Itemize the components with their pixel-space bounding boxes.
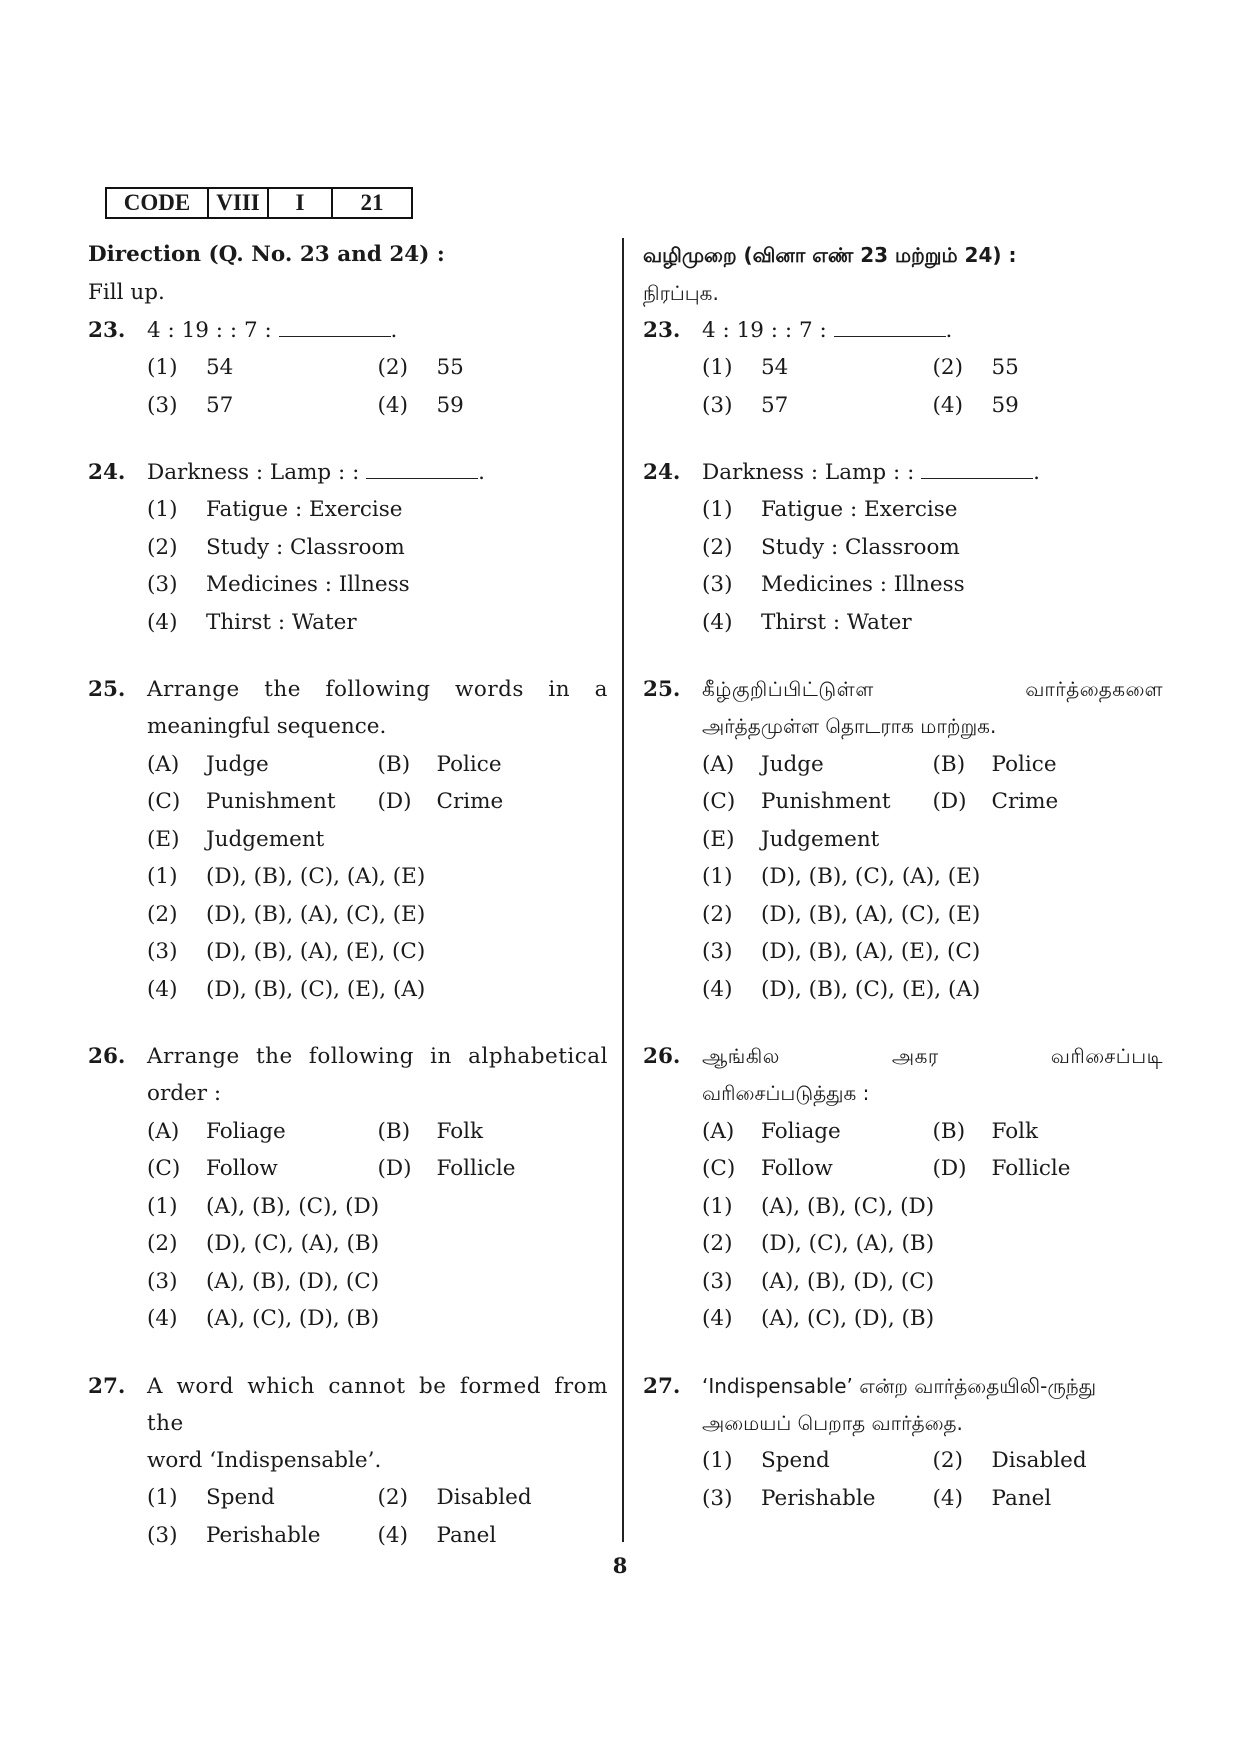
item: (A) Judge bbox=[702, 751, 824, 777]
item: (A) Foliage bbox=[147, 1118, 286, 1144]
question-text-cont: meaningful sequence. bbox=[147, 714, 387, 739]
option: (1) 54 bbox=[147, 355, 234, 380]
english-column bbox=[88, 236, 608, 1554]
tamil-column bbox=[643, 236, 1163, 1517]
question-text: ஆங்கில அகர வரிசைப்படி bbox=[702, 1044, 1163, 1068]
instruction: Fill up. bbox=[88, 280, 165, 305]
item: (C) Follow bbox=[702, 1156, 833, 1181]
option: (4) Thirst : Water bbox=[147, 609, 357, 635]
question-text: 4 : 19 : : 7 : . bbox=[702, 318, 953, 343]
option: (2) Disabled bbox=[932, 1448, 1087, 1473]
question-text-cont: வரிசைப்படுத்துக : bbox=[702, 1081, 870, 1105]
option: (2) 55 bbox=[932, 355, 1019, 380]
question-27 bbox=[88, 1368, 608, 1555]
item: (C) Punishment bbox=[702, 789, 891, 814]
option: (4) (A), (C), (D), (B) bbox=[702, 1306, 935, 1331]
option: (2) (D), (C), (A), (B) bbox=[702, 1231, 935, 1256]
option: (3) Medicines : Illness bbox=[147, 572, 410, 597]
question-number: 24. bbox=[643, 460, 681, 485]
option: (3) Medicines : Illness bbox=[702, 572, 965, 597]
option: (4) (D), (B), (C), (E), (A) bbox=[702, 976, 981, 1002]
question-text: 4 : 19 : : 7 : . bbox=[147, 318, 398, 343]
option: (3) Perishable bbox=[147, 1522, 321, 1548]
option: (4) Panel bbox=[932, 1485, 1052, 1511]
item: (C) Follow bbox=[147, 1156, 278, 1181]
option: (2) Disabled bbox=[377, 1485, 532, 1510]
question-text: கீழ்குறிப்பிட்டுள்ள வார்த்தைகளை bbox=[702, 677, 1163, 701]
question-text: Arrange the following in alphabetical bbox=[147, 1044, 608, 1069]
option: (1) Fatigue : Exercise bbox=[702, 497, 958, 522]
option: (2) Study : Classroom bbox=[147, 534, 405, 560]
option: (3) (A), (B), (D), (C) bbox=[702, 1268, 935, 1294]
question-text: ‘Indispensable’ என்ற வார்த்தையிலி-ருந்து bbox=[702, 1373, 1097, 1398]
option: (2) 55 bbox=[377, 355, 464, 380]
question-26 bbox=[88, 1038, 608, 1338]
option: (3) 57 bbox=[147, 392, 234, 418]
question-24 bbox=[643, 454, 1163, 641]
option: (2) (D), (B), (A), (C), (E) bbox=[702, 901, 981, 927]
option: (1) Fatigue : Exercise bbox=[147, 497, 403, 522]
question-number: 27. bbox=[643, 1373, 681, 1399]
option: (4) Panel bbox=[377, 1522, 497, 1548]
question-25 bbox=[643, 671, 1163, 1008]
question-23 bbox=[643, 312, 1163, 424]
question-number: 24. bbox=[88, 460, 126, 485]
question-text-cont: word ‘Indispensable’. bbox=[147, 1447, 382, 1473]
code-box bbox=[105, 187, 413, 219]
option: (4) (A), (C), (D), (B) bbox=[147, 1306, 380, 1331]
option: (2) (D), (C), (A), (B) bbox=[147, 1231, 380, 1256]
option: (4) (D), (B), (C), (E), (A) bbox=[147, 976, 426, 1002]
question-number: 26. bbox=[643, 1044, 681, 1069]
option: (2) Study : Classroom bbox=[702, 534, 960, 560]
option: (1) (D), (B), (C), (A), (E) bbox=[702, 864, 981, 889]
option: (4) 59 bbox=[377, 392, 464, 418]
question-number: 23. bbox=[88, 318, 126, 343]
question-text-cont: order : bbox=[147, 1081, 222, 1106]
item: (B) Folk bbox=[377, 1118, 484, 1144]
code-class: VIII bbox=[209, 189, 269, 217]
item: (E) Judgement bbox=[702, 826, 880, 852]
question-25 bbox=[88, 671, 608, 1008]
item: (E) Judgement bbox=[147, 826, 325, 852]
option: (3) (D), (B), (A), (E), (C) bbox=[147, 939, 426, 964]
item: (A) Judge bbox=[147, 751, 269, 777]
question-text-cont: அர்த்தமுள்ள தொடராக மாற்றுக. bbox=[702, 714, 997, 738]
option: (1) Spend bbox=[702, 1448, 830, 1473]
option: (3) (A), (B), (D), (C) bbox=[147, 1268, 380, 1294]
item: (C) Punishment bbox=[147, 789, 336, 814]
item: (B) Folk bbox=[932, 1118, 1039, 1144]
item: (B) Police bbox=[932, 751, 1057, 777]
item: (D) Crime bbox=[377, 789, 504, 814]
option: (2) (D), (B), (A), (C), (E) bbox=[147, 901, 426, 927]
question-number: 23. bbox=[643, 318, 681, 343]
item: (D) Follicle bbox=[932, 1156, 1071, 1181]
option: (1) Spend bbox=[147, 1485, 275, 1510]
question-26 bbox=[643, 1038, 1163, 1338]
option: (3) 57 bbox=[702, 392, 789, 418]
code-number: 21 bbox=[360, 190, 384, 215]
page-number: 8 bbox=[612, 1553, 628, 1578]
question-number: 26. bbox=[88, 1044, 126, 1069]
question-23 bbox=[88, 312, 608, 424]
item: (A) Foliage bbox=[702, 1118, 841, 1144]
column-divider bbox=[622, 238, 624, 1542]
question-text-cont: அமையப் பெறாத வார்த்தை. bbox=[702, 1410, 963, 1435]
option: (1) (A), (B), (C), (D) bbox=[702, 1193, 935, 1219]
code-paper: I bbox=[269, 189, 333, 217]
question-text: Arrange the following words in a bbox=[147, 677, 608, 702]
option: (3) (D), (B), (A), (E), (C) bbox=[702, 939, 981, 964]
instruction: நிரப்புக. bbox=[643, 281, 719, 305]
option: (4) 59 bbox=[932, 392, 1019, 418]
option: (1) (A), (B), (C), (D) bbox=[147, 1193, 380, 1219]
item: (D) Follicle bbox=[377, 1156, 516, 1181]
question-text: Darkness : Lamp : : . bbox=[147, 460, 485, 485]
direction-heading: Direction (Q. No. 23 and 24) : bbox=[88, 242, 445, 267]
question-24 bbox=[88, 454, 608, 641]
option: (1) 54 bbox=[702, 355, 789, 380]
question-text: Darkness : Lamp : : . bbox=[702, 460, 1040, 485]
option: (3) Perishable bbox=[702, 1485, 876, 1511]
question-number: 25. bbox=[88, 677, 126, 702]
option: (1) (D), (B), (C), (A), (E) bbox=[147, 864, 426, 889]
item: (D) Crime bbox=[932, 789, 1059, 814]
direction-heading: வழிமுறை (வினா எண் 23 மற்றும் 24) : bbox=[643, 243, 1017, 267]
question-number: 25. bbox=[643, 677, 681, 702]
question-27 bbox=[643, 1368, 1163, 1518]
question-text: A word which cannot be formed from the bbox=[147, 1373, 608, 1436]
question-number: 27. bbox=[88, 1373, 126, 1399]
item: (B) Police bbox=[377, 751, 502, 777]
code-label: CODE bbox=[107, 189, 209, 217]
option: (4) Thirst : Water bbox=[702, 609, 912, 635]
